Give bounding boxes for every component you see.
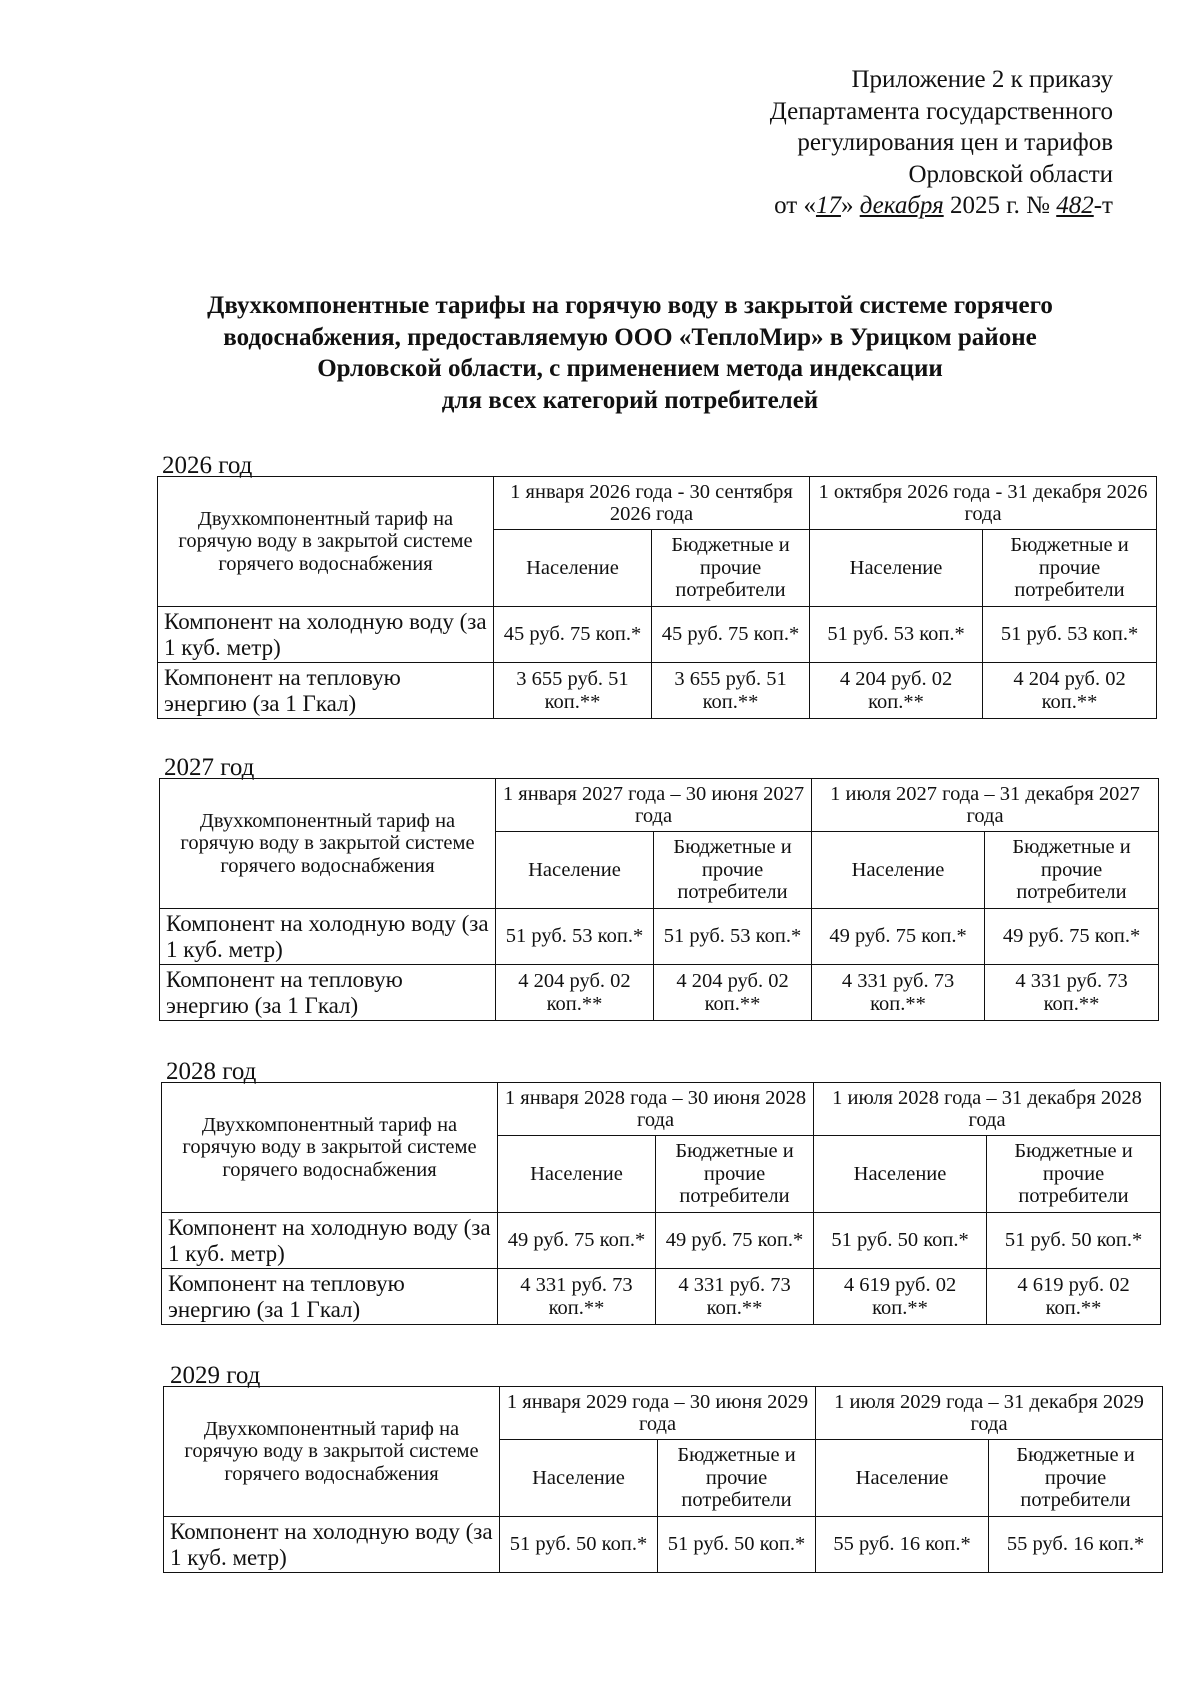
- appendix-line: Приложение 2 к приказу: [851, 66, 1113, 93]
- tariff-value: 51 руб. 50 коп.*: [500, 1517, 658, 1573]
- tariff-value: 49 руб. 75 коп.*: [985, 909, 1159, 965]
- tariff-value: 55 руб. 16 коп.*: [989, 1517, 1163, 1573]
- period-header: 1 июля 2028 года – 31 декабря 2028 года: [814, 1083, 1161, 1136]
- year-label: 2029 год: [170, 1362, 261, 1389]
- column-header-population: Население: [500, 1440, 658, 1517]
- tariff-value: 51 руб. 50 коп.*: [658, 1517, 816, 1573]
- tariff-value: 4 331 руб. 73 коп.**: [812, 965, 985, 1021]
- tariff-value: 51 руб. 50 коп.*: [987, 1213, 1161, 1269]
- number-suffix: -т: [1093, 192, 1113, 219]
- column-header-population: Население: [812, 832, 985, 909]
- row-label: Компонент на тепловую энергию (за 1 Гкал): [162, 1269, 498, 1325]
- tariff-value: 4 204 руб. 02 коп.**: [810, 663, 983, 719]
- tariff-value: 49 руб. 75 коп.*: [812, 909, 985, 965]
- appendix-line: Департамента государственного: [769, 97, 1113, 125]
- tariff-value: 55 руб. 16 коп.*: [816, 1517, 989, 1573]
- title-line: Орловской области, с применением метода индексации: [317, 355, 943, 382]
- tariff-value: 4 331 руб. 73 коп.**: [985, 965, 1159, 1021]
- row-label: Компонент на холодную воду (за 1 куб. метр): [164, 1517, 500, 1573]
- tariff-value: 4 204 руб. 02 коп.**: [496, 965, 654, 1021]
- column-header-population: Население: [494, 530, 652, 607]
- title-line: Двухкомпонентные тарифы на горячую воду в закрытой системе горячего: [207, 292, 1053, 319]
- tariff-value: 4 204 руб. 02 коп.**: [983, 663, 1157, 719]
- table-corner-header: Двухкомпонентный тариф на горячую воду в закрытой системе горячего водоснабжения: [162, 1083, 498, 1213]
- table-corner-header: Двухкомпонентный тариф на горячую воду в закрытой системе горячего водоснабжения: [164, 1387, 500, 1517]
- column-header-budget: Бюджетные и прочие потребители: [985, 832, 1159, 909]
- tariff-value: 45 руб. 75 коп.*: [652, 607, 810, 663]
- column-header-budget: Бюджетные и прочие потребители: [652, 530, 810, 607]
- table-row: [162, 1213, 1161, 1269]
- row-label: Компонент на холодную воду (за 1 куб. метр): [158, 607, 494, 663]
- document-title: [130, 290, 1130, 416]
- handwritten-day: 17: [815, 192, 841, 219]
- row-label: Компонент на холодную воду (за 1 куб. метр): [160, 909, 496, 965]
- tariff-value: 4 331 руб. 73 коп.**: [656, 1269, 814, 1325]
- tariff-table-2026: [157, 476, 1157, 719]
- table-row: [160, 909, 1159, 965]
- column-header-budget: Бюджетные и прочие потребители: [987, 1136, 1161, 1213]
- tariff-value: 49 руб. 75 коп.*: [656, 1213, 814, 1269]
- tariff-value: 51 руб. 53 коп.*: [983, 607, 1157, 663]
- appendix-line: регулирования цен и тарифов: [797, 129, 1113, 156]
- tariff-value: 51 руб. 53 коп.*: [810, 607, 983, 663]
- order-date-line: [770, 190, 1113, 222]
- period-header: 1 июля 2027 года – 31 декабря 2027 года: [812, 779, 1159, 832]
- tariff-value: 51 руб. 53 коп.*: [496, 909, 654, 965]
- date-prefix: от «: [774, 192, 816, 219]
- tariff-table-2029: [163, 1386, 1163, 1573]
- row-label: Компонент на тепловую энергию (за 1 Гкал): [160, 965, 496, 1021]
- tariff-value: 3 655 руб. 51 коп.**: [652, 663, 810, 719]
- period-header: 1 октября 2026 года - 31 декабря 2026 года: [810, 477, 1157, 530]
- tariff-value: 3 655 руб. 51 коп.**: [494, 663, 652, 719]
- column-header-budget: Бюджетные и прочие потребители: [989, 1440, 1163, 1517]
- date-mid: »: [840, 192, 860, 219]
- tariff-value: 4 619 руб. 02 коп.**: [987, 1269, 1161, 1325]
- year-label: 2028 год: [166, 1058, 257, 1085]
- tariff-value: 51 руб. 53 коп.*: [654, 909, 812, 965]
- period-header: 1 января 2026 года - 30 сентября 2026 года: [494, 477, 810, 530]
- appendix-line: Орловской области: [908, 160, 1113, 188]
- row-label: Компонент на тепловую энергию (за 1 Гкал): [158, 663, 494, 719]
- column-header-population: Население: [814, 1136, 987, 1213]
- appendix-block: [770, 64, 1113, 222]
- table-row: [158, 607, 1157, 663]
- column-header-population: Население: [498, 1136, 656, 1213]
- period-header: 1 января 2027 года – 30 июня 2027 года: [496, 779, 812, 832]
- row-label: Компонент на холодную воду (за 1 куб. метр): [162, 1213, 498, 1269]
- period-header: 1 января 2028 года – 30 июня 2028 года: [498, 1083, 814, 1136]
- column-header-budget: Бюджетные и прочие потребители: [658, 1440, 816, 1517]
- table-corner-header: Двухкомпонентный тариф на горячую воду в закрытой системе горячего водоснабжения: [158, 477, 494, 607]
- handwritten-month: декабря: [859, 192, 944, 219]
- tariff-value: 49 руб. 75 коп.*: [498, 1213, 656, 1269]
- table-row: [164, 1517, 1163, 1573]
- period-header: 1 января 2029 года – 30 июня 2029 года: [500, 1387, 816, 1440]
- date-year: 2025 г. №: [943, 192, 1057, 219]
- column-header-population: Население: [816, 1440, 989, 1517]
- handwritten-number: 482: [1056, 192, 1094, 219]
- tariff-value: 4 331 руб. 73 коп.**: [498, 1269, 656, 1325]
- table-row: [160, 965, 1159, 1021]
- tariff-value: 4 204 руб. 02 коп.**: [654, 965, 812, 1021]
- tariff-value: 45 руб. 75 коп.*: [494, 607, 652, 663]
- table-corner-header: Двухкомпонентный тариф на горячую воду в закрытой системе горячего водоснабжения: [160, 779, 496, 909]
- year-label: 2026 год: [162, 452, 253, 479]
- title-line: для всех категорий потребителей: [441, 386, 819, 414]
- tariff-value: 51 руб. 50 коп.*: [814, 1213, 987, 1269]
- column-header-budget: Бюджетные и прочие потребители: [656, 1136, 814, 1213]
- table-row: [162, 1269, 1161, 1325]
- period-header: 1 июля 2029 года – 31 декабря 2029 года: [816, 1387, 1163, 1440]
- table-row: [158, 663, 1157, 719]
- column-header-population: Население: [810, 530, 983, 607]
- column-header-population: Население: [496, 832, 654, 909]
- tariff-value: 4 619 руб. 02 коп.**: [814, 1269, 987, 1325]
- tariff-table-2027: [159, 778, 1159, 1021]
- column-header-budget: Бюджетные и прочие потребители: [983, 530, 1157, 607]
- title-line: водоснабжения, предоставляемую ООО «ТеплоМир» в Урицком районе: [223, 323, 1037, 351]
- tariff-table-2028: [161, 1082, 1161, 1325]
- column-header-budget: Бюджетные и прочие потребители: [654, 832, 812, 909]
- year-label: 2027 год: [164, 754, 255, 781]
